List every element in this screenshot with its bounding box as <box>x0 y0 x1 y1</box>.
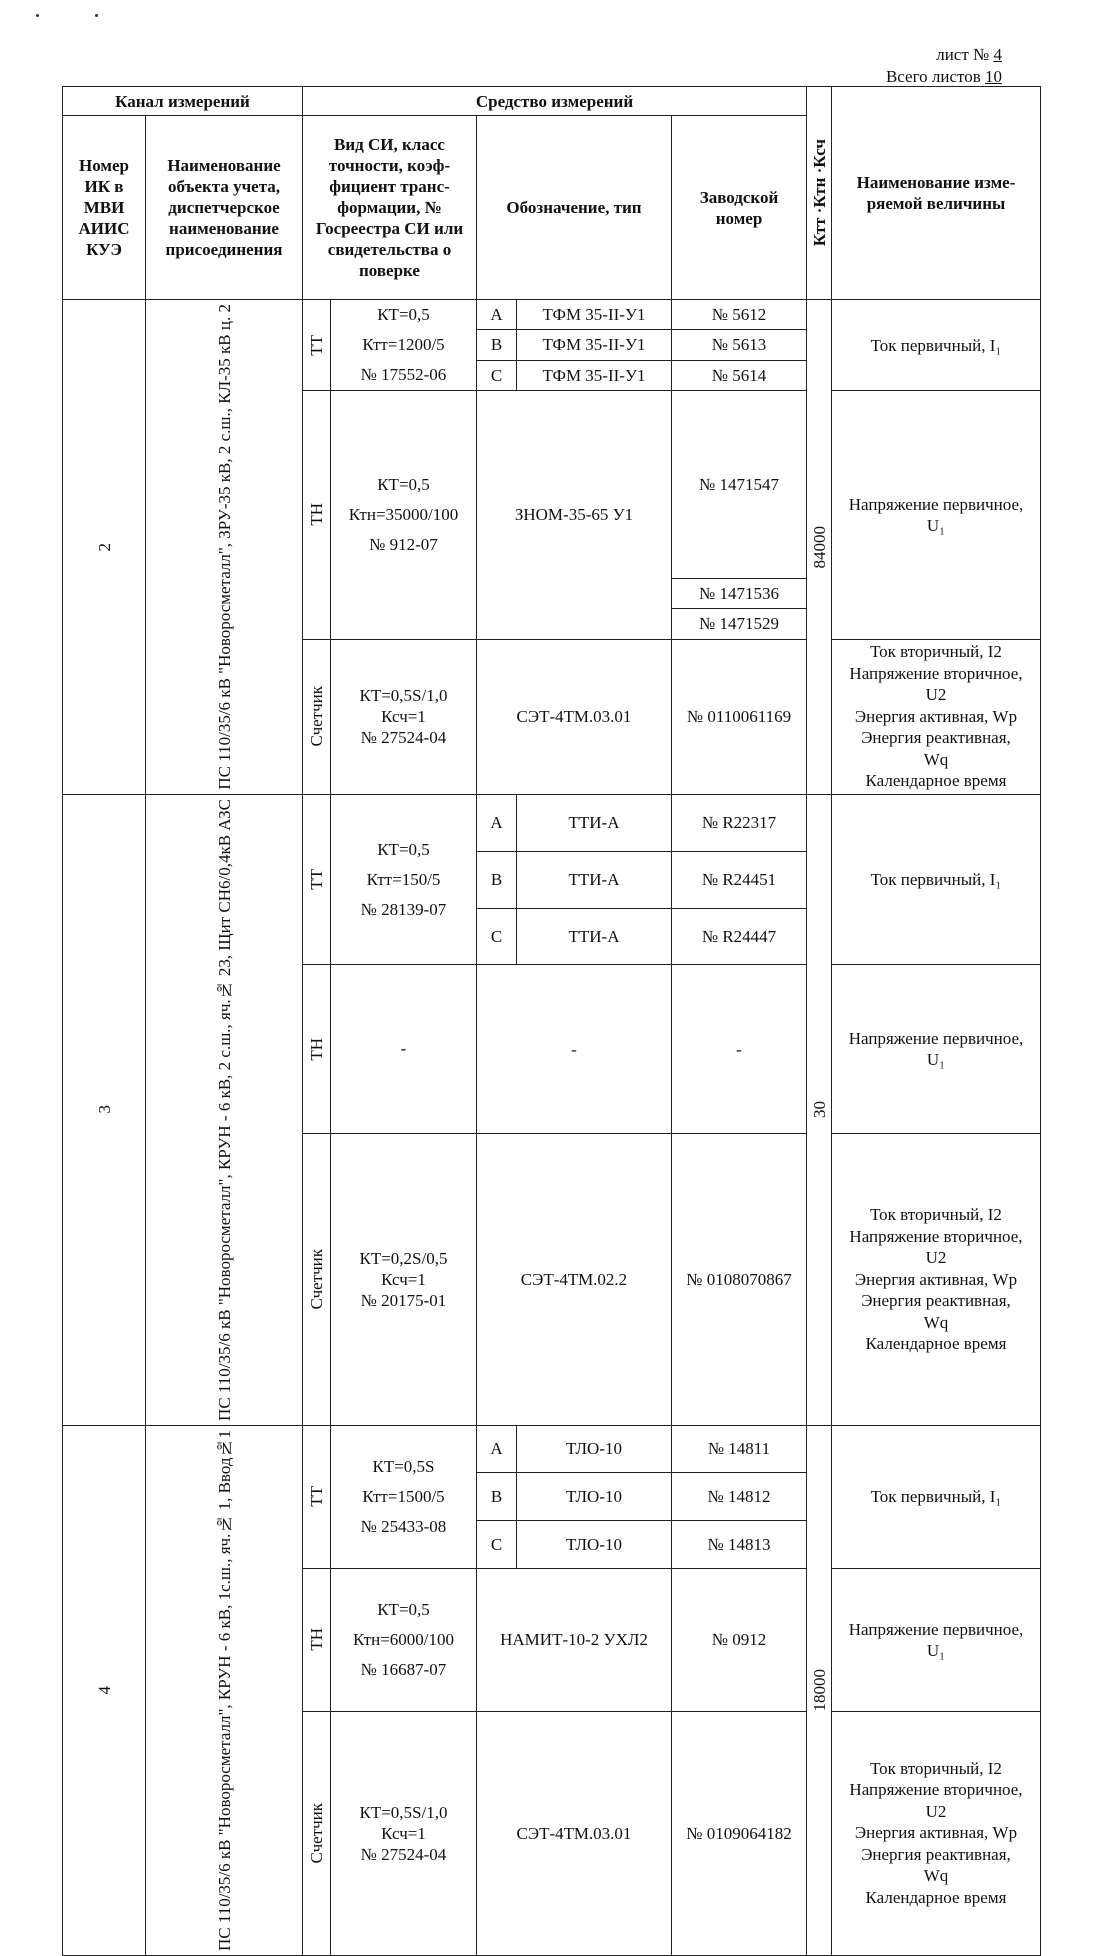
tn-label: ТН <box>307 503 326 527</box>
text-line: № 28139-07 <box>360 899 447 919</box>
tn-serial-cell: - <box>672 965 807 1134</box>
meter-label-cell <box>303 639 331 794</box>
meter-label-cell <box>303 1711 331 1955</box>
tt-params-cell <box>331 794 477 965</box>
text-line: Ток вторичный, I2 <box>870 642 1002 662</box>
text-line: Энергия реактивная, <box>861 728 1011 748</box>
phase-cell: A <box>477 300 517 330</box>
ik-number: 3 <box>94 1105 114 1114</box>
text-line: № 27524-04 <box>360 1844 447 1864</box>
text-lines <box>331 470 476 560</box>
meter-quantity-cell <box>832 1711 1041 1955</box>
tn-quantity-cell <box>832 391 1041 640</box>
measurement-channels-table <box>62 86 1041 1956</box>
tt-quantity-cell: Ток первичный, I₁ <box>832 300 1041 391</box>
meter-label: Счетчик <box>307 1249 326 1310</box>
text-line: U2 <box>925 1801 947 1821</box>
tt-serial-cell: № R24447 <box>672 908 807 965</box>
text-line: Wq <box>923 749 949 769</box>
tt-params-cell <box>331 300 477 391</box>
text-line: № 17552-06 <box>360 365 447 384</box>
tn-quantity-cell <box>832 1568 1041 1711</box>
tn-label-cell <box>303 965 331 1134</box>
header-designation: Обозначение, тип <box>477 116 672 300</box>
tn-quantity-cell <box>832 965 1041 1134</box>
phase-cell: C <box>477 1520 517 1568</box>
text-line: № 25433-08 <box>360 1516 447 1536</box>
tt-type-cell: ТФМ 35-II-У1 <box>517 360 672 390</box>
scan-dot <box>36 14 39 17</box>
coefficient-value: 18000 <box>809 1668 829 1712</box>
header-channel-group: Канал измерений <box>63 87 303 116</box>
tt-serial-cell: № 14812 <box>672 1473 807 1521</box>
tt-label-cell <box>303 1425 331 1568</box>
text-line: Напряжение вторичное, <box>849 663 1023 683</box>
tt-type-cell: ТФМ 35-II-У1 <box>517 330 672 360</box>
text-lines <box>832 1028 1040 1070</box>
text-lines <box>832 1204 1040 1355</box>
meter-type-cell: СЭТ-4ТМ.03.01 <box>477 1711 672 1955</box>
tt-serial-cell: № R24451 <box>672 851 807 908</box>
total-label: Всего листов <box>885 67 981 86</box>
tt-type-cell: ТТИ-А <box>517 794 672 851</box>
tt-serial-cell: № 5614 <box>672 360 807 390</box>
tn-type-cell: - <box>477 965 672 1134</box>
text-line: Энергия активная, Wp <box>854 1269 1018 1289</box>
tt-label: ТТ <box>307 869 326 890</box>
tn-serial-cell: № 1471529 <box>672 609 807 639</box>
text-lines <box>331 1595 476 1685</box>
table-row <box>63 300 1041 330</box>
text-line: № 912-07 <box>369 534 438 554</box>
coefficient-value: 84000 <box>809 525 829 569</box>
text-line: U2 <box>925 685 947 705</box>
text-line: КТ=0,5 <box>377 1599 430 1619</box>
tt-label: ТТ <box>307 1486 326 1507</box>
text-line: Энергия активная, Wp <box>854 1823 1018 1843</box>
text-line: Ксч=1 <box>381 1823 426 1843</box>
meter-type-cell: СЭТ-4ТМ.02.2 <box>477 1134 672 1425</box>
tt-type-cell: ТЛО-10 <box>517 1473 672 1521</box>
header-quantity: Наименование изме-ряемой величины <box>832 87 1041 300</box>
text-line: Энергия реактивная, <box>861 1291 1011 1311</box>
meter-label: Счетчик <box>307 1802 326 1864</box>
meter-serial-cell: № 0109064182 <box>672 1711 807 1955</box>
tt-quantity-cell: Ток первичный, I₁ <box>832 1425 1041 1568</box>
tt-type-cell: ТФМ 35-II-У1 <box>517 300 672 330</box>
phase-cell: B <box>477 851 517 908</box>
meter-serial-cell: № 0108070867 <box>672 1134 807 1425</box>
meter-params-cell <box>331 1134 477 1425</box>
phase-cell: B <box>477 330 517 360</box>
text-line: Ктт=1500/5 <box>362 1486 445 1506</box>
text-lines <box>331 1802 476 1865</box>
text-line: Ктн=35000/100 <box>348 504 459 524</box>
header-object-name: Наименование объекта учета, диспетчерское наименование присоединения <box>146 116 303 300</box>
text-line: КТ=0,5 <box>377 305 430 324</box>
text-line: U₁ <box>926 515 946 535</box>
text-lines <box>331 1034 476 1064</box>
text-line: Напряжение вторичное, <box>849 1780 1023 1800</box>
text-line: № 16687-07 <box>360 1659 447 1679</box>
tt-serial-cell: № R22317 <box>672 794 807 851</box>
table-row <box>63 794 1041 851</box>
coefficient-cell <box>807 1425 832 1955</box>
text-line: U2 <box>925 1248 947 1268</box>
object-name-cell <box>146 300 303 795</box>
object-name: ПС 110/35/6 кВ "Новоросметалл", КРУН - 6 кВ, 2 с.ш., яч.№ 23, Щит СН6/0,4кВ АЗС <box>214 798 234 1421</box>
tt-label-cell <box>303 794 331 965</box>
tt-type-cell: ТЛО-10 <box>517 1425 672 1473</box>
text-line: Энергия реактивная, <box>861 1844 1011 1864</box>
tn-serial-cell: № 1471547 <box>672 391 807 579</box>
total-number: 10 <box>985 67 1002 86</box>
tt-params-cell <box>331 1425 477 1568</box>
meter-quantity-cell <box>832 1134 1041 1425</box>
tt-quantity-cell: Ток первичный, I₁ <box>832 794 1041 965</box>
header-si-type: Вид СИ, класс точности, коэф-фициент транс-формации, № Госреестра СИ или свидетельства о поверке <box>303 116 477 300</box>
tt-label-cell <box>303 300 331 391</box>
meter-label-cell <box>303 1134 331 1425</box>
text-lines <box>331 835 476 925</box>
object-name: ПС 110/35/6 кВ "Новоросметалл", КРУН - 6 кВ, 1с.ш., яч.№ 1, Ввод№1 <box>214 1429 234 1951</box>
tn-serial-cell: № 0912 <box>672 1568 807 1711</box>
coefficient-cell <box>807 794 832 1425</box>
ik-number: 2 <box>94 542 114 552</box>
text-line: Wq <box>923 1866 949 1886</box>
text-line: Напряжение первичное, <box>848 494 1024 514</box>
text-line: - <box>400 1039 407 1059</box>
text-line: Ксч=1 <box>381 1270 426 1290</box>
header-coefficient: Ктт ·Ктн ·Ксч <box>807 87 832 300</box>
text-line: КТ=0,5 <box>377 474 430 494</box>
sheet-number-line <box>886 44 1002 66</box>
ik-number-cell <box>63 794 146 1425</box>
phase-cell: C <box>477 360 517 390</box>
ik-number-cell <box>63 300 146 795</box>
text-lines <box>331 1248 476 1311</box>
text-line: КТ=0,5S <box>372 1456 435 1476</box>
phase-cell: B <box>477 1473 517 1521</box>
text-line: Календарное время <box>865 1334 1007 1354</box>
object-name-cell <box>146 1425 303 1955</box>
text-line: № 20175-01 <box>360 1291 447 1311</box>
text-line: Ктт=1200/5 <box>362 335 445 354</box>
meter-params-cell <box>331 1711 477 1955</box>
text-line: КТ=0,5S/1,0 <box>359 1802 448 1822</box>
coefficient-cell <box>807 300 832 795</box>
ik-number: 4 <box>94 1685 114 1695</box>
header-ik-number: Номер ИК в МВИ АИИС КУЭ <box>63 116 146 300</box>
meter-params-cell <box>331 639 477 794</box>
object-name-cell <box>146 794 303 1425</box>
tn-params-cell <box>331 1568 477 1711</box>
text-line: Напряжение первичное, <box>848 1619 1024 1639</box>
phase-cell: C <box>477 908 517 965</box>
tn-type-cell: НАМИТ-10-2 УХЛ2 <box>477 1568 672 1711</box>
tn-type-cell: ЗНОМ-35-65 У1 <box>477 391 672 640</box>
tt-type-cell: ТТИ-А <box>517 851 672 908</box>
text-line: Wq <box>923 1312 949 1332</box>
text-line: КТ=0,5 <box>377 839 430 859</box>
text-lines <box>331 300 476 390</box>
text-line: Календарное время <box>865 771 1007 791</box>
tn-params-cell <box>331 391 477 640</box>
text-line: Ктт=150/5 <box>366 869 441 889</box>
tn-label: ТН <box>307 1628 326 1652</box>
meter-serial-cell: № 0110061169 <box>672 639 807 794</box>
phase-cell: A <box>477 794 517 851</box>
text-line: Ток вторичный, I2 <box>870 1758 1002 1778</box>
meter-quantity-cell <box>832 639 1041 794</box>
tn-label-cell <box>303 1568 331 1711</box>
ik-number-cell <box>63 1425 146 1955</box>
tt-serial-cell: № 14813 <box>672 1520 807 1568</box>
text-line: Ктн=6000/100 <box>352 1629 455 1649</box>
table-row <box>63 1425 1041 1473</box>
text-line: Календарное время <box>865 1887 1007 1907</box>
coefficient-value: 30 <box>809 1101 829 1119</box>
sheet-label: лист № <box>936 45 990 64</box>
tt-serial-cell: № 5612 <box>672 300 807 330</box>
text-line: Ток вторичный, I2 <box>870 1205 1002 1225</box>
tt-serial-cell: № 14811 <box>672 1425 807 1473</box>
text-line: Ксч=1 <box>381 707 426 727</box>
text-lines <box>832 641 1040 792</box>
text-lines <box>832 494 1040 536</box>
text-line: Энергия активная, Wp <box>854 706 1018 726</box>
sheet-number: 4 <box>993 45 1002 64</box>
text-line: U₁ <box>926 1050 946 1070</box>
tn-label: ТН <box>307 1038 326 1061</box>
phase-cell: A <box>477 1425 517 1473</box>
text-line: КТ=0,2S/0,5 <box>359 1249 448 1269</box>
text-lines <box>331 685 476 748</box>
meter-label: Счетчик <box>307 686 326 747</box>
object-name: ПС 110/35/6 кВ "Новоросметалл", ЗРУ-35 кВ, 2 с.ш., КЛ-35 кВ ц. 2 <box>214 304 234 790</box>
tt-label: ТТ <box>307 334 326 356</box>
text-line: Напряжение первичное, <box>848 1029 1024 1049</box>
sheet-info <box>886 44 1002 88</box>
text-lines <box>832 1758 1040 1909</box>
tn-label-cell <box>303 391 331 640</box>
text-line: Напряжение вторичное, <box>849 1226 1023 1246</box>
tt-type-cell: ТЛО-10 <box>517 1520 672 1568</box>
tt-serial-cell: № 5613 <box>672 330 807 360</box>
text-lines <box>832 1619 1040 1661</box>
scan-dot <box>95 14 98 17</box>
tn-params-cell <box>331 965 477 1134</box>
text-line: U₁ <box>926 1640 946 1660</box>
text-lines <box>331 1452 476 1542</box>
text-line: № 27524-04 <box>360 728 447 748</box>
sheet-total-line <box>886 66 1002 88</box>
header-instrument-group: Средство измерений <box>303 87 807 116</box>
tt-type-cell: ТТИ-А <box>517 908 672 965</box>
meter-type-cell: СЭТ-4ТМ.03.01 <box>477 639 672 794</box>
tn-serial-cell: № 1471536 <box>672 578 807 608</box>
text-line: КТ=0,5S/1,0 <box>359 686 448 706</box>
header-serial: Заводской номер <box>672 116 807 300</box>
